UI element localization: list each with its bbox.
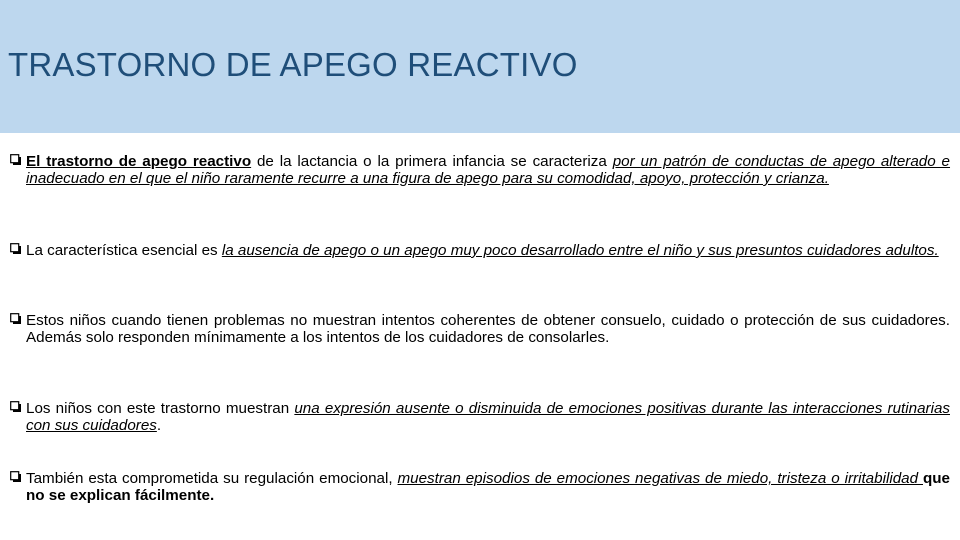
checkbox-bullet-icon (10, 471, 22, 483)
bullet-item (10, 470, 950, 504)
bullet-text-segment: El trastorno de apego reactivo (26, 153, 252, 170)
bullet-text-segment: muestran episodios de emociones negativas de miedo, tristeza o irritabilidad (397, 470, 923, 487)
title-banner (0, 0, 960, 133)
bullet-item (10, 312, 950, 346)
bullet-text-segment: que no se explican fácilmente. (26, 470, 950, 504)
checkbox-bullet-icon (10, 154, 22, 166)
bullet-text-segment: de la lactancia o la primera infancia se caracteriza (251, 153, 613, 170)
bullet-text-segment: Los niños con este trastorno muestran (26, 400, 295, 417)
bullet-text-segment: También esta comprometida su regulación emocional, (26, 470, 398, 487)
checkbox-bullet-icon (10, 313, 22, 325)
bullet-text-segment: por un patrón de conductas de apego alterado e inadecuado en el que el niño raramente recurre a una figura de apego para su comodidad, apoyo, protección y crianza. (26, 153, 951, 187)
checkbox-bullet-icon (10, 401, 22, 413)
bullet-item (10, 242, 950, 259)
slide-title: TRASTORNO DE APEGO REACTIVO (8, 46, 578, 83)
bullet-item (10, 153, 950, 187)
bullet-text-segment: Estos niños cuando tienen problemas no muestran intentos coherentes de obtener consuelo, cuidado o protección de sus cuidadores. Además solo responden mínimamente a los intentos de los cuidadores de consolarles. (26, 312, 950, 346)
bullet-text-segment: . (156, 417, 162, 434)
bullet-text-segment: una expresión ausente o disminuida de emociones positivas durante las interacciones rutinarias con sus cuidadores (26, 400, 950, 434)
bullet-item (10, 400, 950, 434)
bullet-text-segment: la ausencia de apego o un apego muy poco desarrollado entre el niño y sus presuntos cuidadores adultos. (221, 242, 939, 259)
bullet-text-segment: La característica esencial es (26, 242, 222, 259)
checkbox-bullet-icon (10, 243, 22, 255)
